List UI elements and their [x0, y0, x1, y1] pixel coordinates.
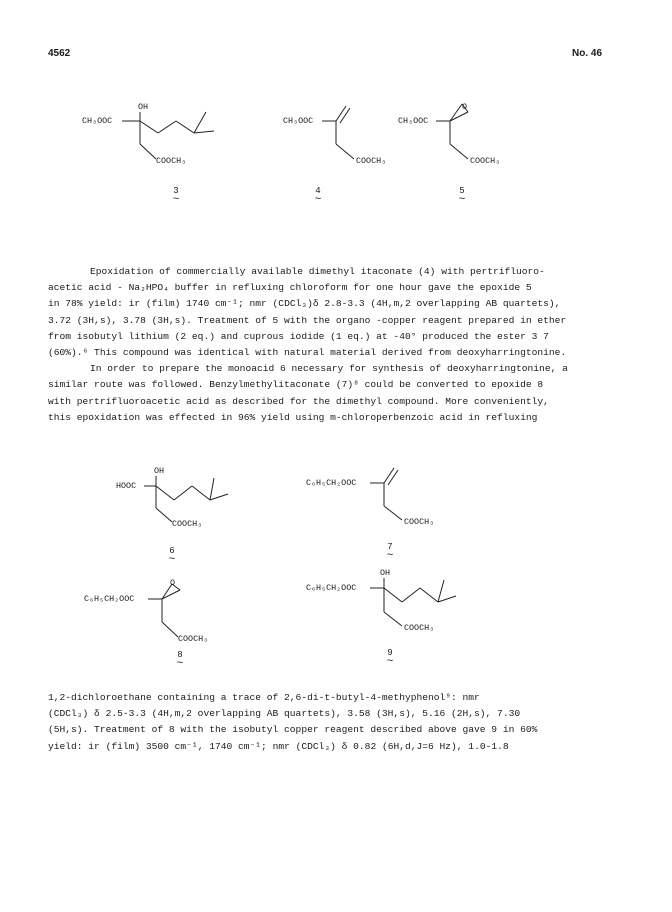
struct-4-ester-left: CH₃OOC: [283, 116, 314, 126]
struct-9-ester-bottom: COOCH₃: [404, 623, 435, 633]
struct-5-epoxide-oxygen: O: [462, 102, 468, 112]
struct-3-hydroxyl: OH: [138, 102, 149, 112]
body-paragraph-1: [48, 264, 618, 426]
text-line: In order to prepare the monoacid 6 necessary for synthesis of deoxyharringtonine, a: [90, 363, 568, 375]
text-line: (5H,s). Treatment of 8 with the isobutyl copper reagent described above gave 9 in 60%: [48, 724, 538, 736]
text-line: Epoxidation of commercially available dimethyl itaconate (4) with pertrifluoro-: [90, 266, 545, 277]
struct-5-ester-left: CH₃OOC: [398, 116, 429, 126]
struct-9-hydroxyl: OH: [380, 568, 391, 578]
struct-7-benzyl-ester: C₆H₅CH₂OOC: [306, 478, 357, 488]
body-paragraph-2: [48, 690, 618, 755]
struct-3-ester-left: CH₃OOC: [82, 116, 113, 126]
struct-8-epoxide-oxygen: O: [170, 578, 176, 588]
compound-number-3: 3: [173, 186, 179, 196]
text-line: similar route was followed. Benzylmethylitaconate (7)⁸ could be converted to epoxide 8: [48, 379, 544, 391]
struct-5-ester-bottom: COOCH₃: [470, 156, 501, 166]
struct-8-benzyl-ester: C₆H₅CH₂OOC: [84, 594, 135, 604]
text-line: from isobutyl lithium (2 eq.) and cuprous iodide (1 eq.) at -40° produced the ester 3 7: [48, 330, 549, 342]
struct-8-ester-bottom: COOCH₃: [178, 634, 209, 644]
tilde-4: ~: [314, 194, 322, 206]
struct-9-benzyl-ester: C₆H₅CH₂OOC: [306, 583, 357, 593]
text-line: with pertrifluoroacetic acid as described for the dimethyl compound. More conveniently,: [48, 395, 549, 407]
text-line: (CDCl₃) δ 2.5-3.3 (4H,m,2 overlapping AB quartets), 3.58 (3H,s), 5.16 (2H,s), 7.30: [48, 708, 521, 720]
struct-6-acid: HOOC: [116, 481, 137, 491]
text-line: in 78% yield: ir (film) 1740 cm⁻¹; nmr (CDCl₃)δ 2.8-3.3 (4H,m,2 overlapping AB quartets),: [48, 298, 561, 310]
text-line: 3.72 (3H,s), 3.78 (3H,s). Treatment of 5 with the organo -copper reagent prepared in ether: [48, 314, 567, 326]
page-number: 4562: [48, 48, 71, 59]
compound-number-7: 7: [387, 542, 393, 552]
compound-number-5: 5: [459, 186, 465, 196]
compound-number-8: 8: [177, 650, 183, 660]
struct-3-ester-bottom: COOCH₃: [156, 156, 187, 166]
struct-4-ester-bottom: COOCH₃: [356, 156, 387, 166]
journal-issue: No. 46: [572, 48, 603, 59]
tilde-5: ~: [458, 194, 466, 206]
tilde-7: ~: [386, 550, 394, 562]
text-line: (60%).⁶ This compound was identical with natural material derived from deoxyharringtonine.: [48, 347, 567, 359]
struct-7-ester-bottom: COOCH₃: [404, 517, 435, 527]
tilde-3: ~: [172, 194, 180, 206]
compound-number-9: 9: [387, 648, 393, 658]
tilde-9: ~: [386, 656, 394, 668]
tilde-8: ~: [176, 658, 184, 670]
text-line: 1,2-dichloroethane containing a trace of 2,6-di-t-butyl-4-methyphenol⁹: nmr: [48, 692, 480, 703]
compound-number-4: 4: [315, 186, 321, 196]
compound-number-6: 6: [169, 546, 175, 556]
tilde-6: ~: [168, 554, 176, 566]
text-line: acetic acid - Na₂HPO₄ buffer in refluxing chloroform for one hour gave the epoxide 5: [48, 282, 532, 294]
struct-6-hydroxyl: OH: [154, 466, 165, 476]
text-line: this epoxidation was effected in 96% yield using m-chloroperbenzoic acid in refluxing: [48, 411, 538, 423]
text-line: yield: ir (film) 3500 cm⁻¹, 1740 cm⁻¹; nmr (CDCl₃) δ 0.82 (6H,d,J=6 Hz), 1.0-1.8: [48, 740, 509, 752]
struct-6-ester-bottom: COOCH₃: [172, 519, 203, 529]
